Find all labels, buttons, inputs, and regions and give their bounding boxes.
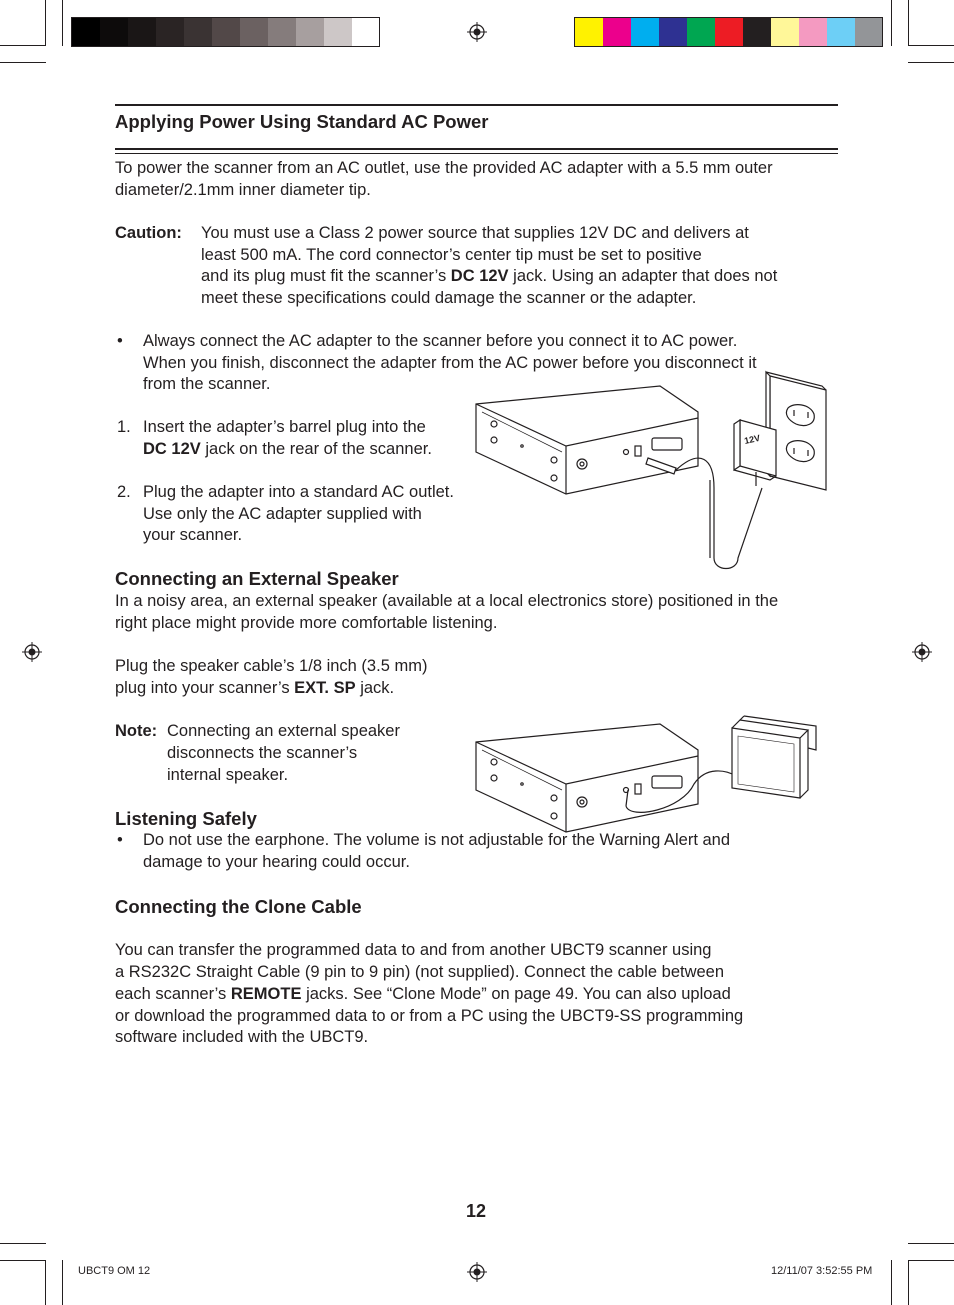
remote-term: REMOTE bbox=[230, 985, 302, 1003]
registration-mark-top-icon bbox=[467, 22, 487, 42]
heading-rule-top bbox=[115, 104, 838, 106]
safety-line: damage to your hearing could occur. bbox=[143, 853, 410, 871]
clone-line: a RS232C Straight Cable (9 pin to 9 pin) (not supplied). Connect the cable between bbox=[115, 963, 725, 981]
note-label: Note: bbox=[115, 722, 158, 740]
step-line: Plug the adapter into a standard AC outlet. bbox=[143, 483, 454, 501]
caution-line: You must use a Class 2 power source that supplies 12V DC and delivers at bbox=[201, 224, 749, 242]
safety-line: Do not use the earphone. The volume is not adjustable for the Warning Alert and bbox=[143, 831, 731, 849]
step-line: DC 12V jack on the rear of the scanner. bbox=[143, 440, 432, 458]
section-heading-ac-power: Applying Power Using Standard AC Power bbox=[115, 111, 489, 132]
clone-line: each scanner’s REMOTE jacks. See “Clone Mode” on page 49. You can also upload bbox=[115, 985, 731, 1003]
clone-line: You can transfer the programmed data to and from another UBCT9 scanner using bbox=[115, 941, 712, 959]
page-number: 12 bbox=[466, 1201, 487, 1221]
bullet-marker: • bbox=[117, 332, 123, 350]
caution-label: Caution: bbox=[115, 224, 182, 242]
note-line: Connecting an external speaker bbox=[167, 722, 400, 740]
bullet-line: from the scanner. bbox=[143, 375, 271, 393]
intro-line: diameter/2.1mm inner diameter tip. bbox=[115, 181, 371, 199]
note-line: disconnects the scanner’s bbox=[167, 744, 358, 762]
heading-rule-bottom-thin bbox=[115, 153, 838, 154]
intro-line: To power the scanner from an AC outlet, use the provided AC adapter with a 5.5 mm outer bbox=[115, 159, 773, 177]
note-line: internal speaker. bbox=[167, 766, 289, 784]
grayscale-calibration-bar bbox=[71, 17, 380, 47]
ac-adapter-illustration bbox=[470, 368, 832, 576]
section-heading-clone-cable: Connecting the Clone Cable bbox=[115, 896, 362, 917]
step-line: Use only the AC adapter supplied with bbox=[143, 505, 422, 523]
speaker-para-line: plug into your scanner’s EXT. SP jack. bbox=[115, 679, 395, 697]
bullet-line: Always connect the AC adapter to the scanner before you connect it to AC power. bbox=[143, 332, 738, 350]
bullet-marker: • bbox=[117, 831, 123, 849]
step-number: 1. bbox=[117, 418, 131, 436]
step-line: Insert the adapter’s barrel plug into the bbox=[143, 418, 426, 436]
speaker-para-line: Plug the speaker cable’s 1/8 inch (3.5 mm) bbox=[115, 657, 428, 675]
dc-12v-term: DC 12V bbox=[143, 440, 201, 458]
registration-mark-right-icon bbox=[912, 642, 932, 662]
registration-mark-left-icon bbox=[22, 642, 42, 662]
registration-mark-bottom-icon bbox=[467, 1262, 487, 1282]
footer-timestamp: 12/11/07 3:52:55 PM bbox=[771, 1265, 873, 1277]
section-heading-listening-safely: Listening Safely bbox=[115, 808, 257, 829]
bullet-line: When you finish, disconnect the adapter from the AC power before you disconnect it bbox=[143, 354, 757, 372]
color-calibration-bar bbox=[574, 17, 883, 47]
section-heading-external-speaker: Connecting an External Speaker bbox=[115, 568, 399, 589]
adapter-voltage-label: 12V bbox=[743, 432, 762, 446]
caution-line: and its plug must fit the scanner’s DC 12V jack. Using an adapter that does not bbox=[201, 267, 778, 285]
clone-line: or download the programmed data to or from a PC using the UBCT9-SS programming bbox=[115, 1007, 744, 1025]
clone-line: software included with the UBCT9. bbox=[115, 1028, 369, 1046]
step-number: 2. bbox=[117, 483, 131, 501]
external-speaker-illustration bbox=[470, 710, 824, 834]
heading-rule-bottom bbox=[115, 148, 838, 150]
footer-file-label: UBCT9 OM 12 bbox=[78, 1265, 151, 1277]
caution-line: least 500 mA. The cord connector’s center tip must be set to positive bbox=[201, 246, 702, 264]
dc-12v-term: DC 12V bbox=[450, 267, 509, 285]
speaker-para-line: In a noisy area, an external speaker (available at a local electronics store) positioned in the bbox=[115, 592, 779, 610]
step-line: your scanner. bbox=[143, 526, 243, 544]
speaker-para-line: right place might provide more comfortable listening. bbox=[115, 614, 498, 632]
ext-sp-term: EXT. SP bbox=[294, 679, 356, 697]
caution-line: meet these specifications could damage the scanner or the adapter. bbox=[201, 289, 697, 307]
